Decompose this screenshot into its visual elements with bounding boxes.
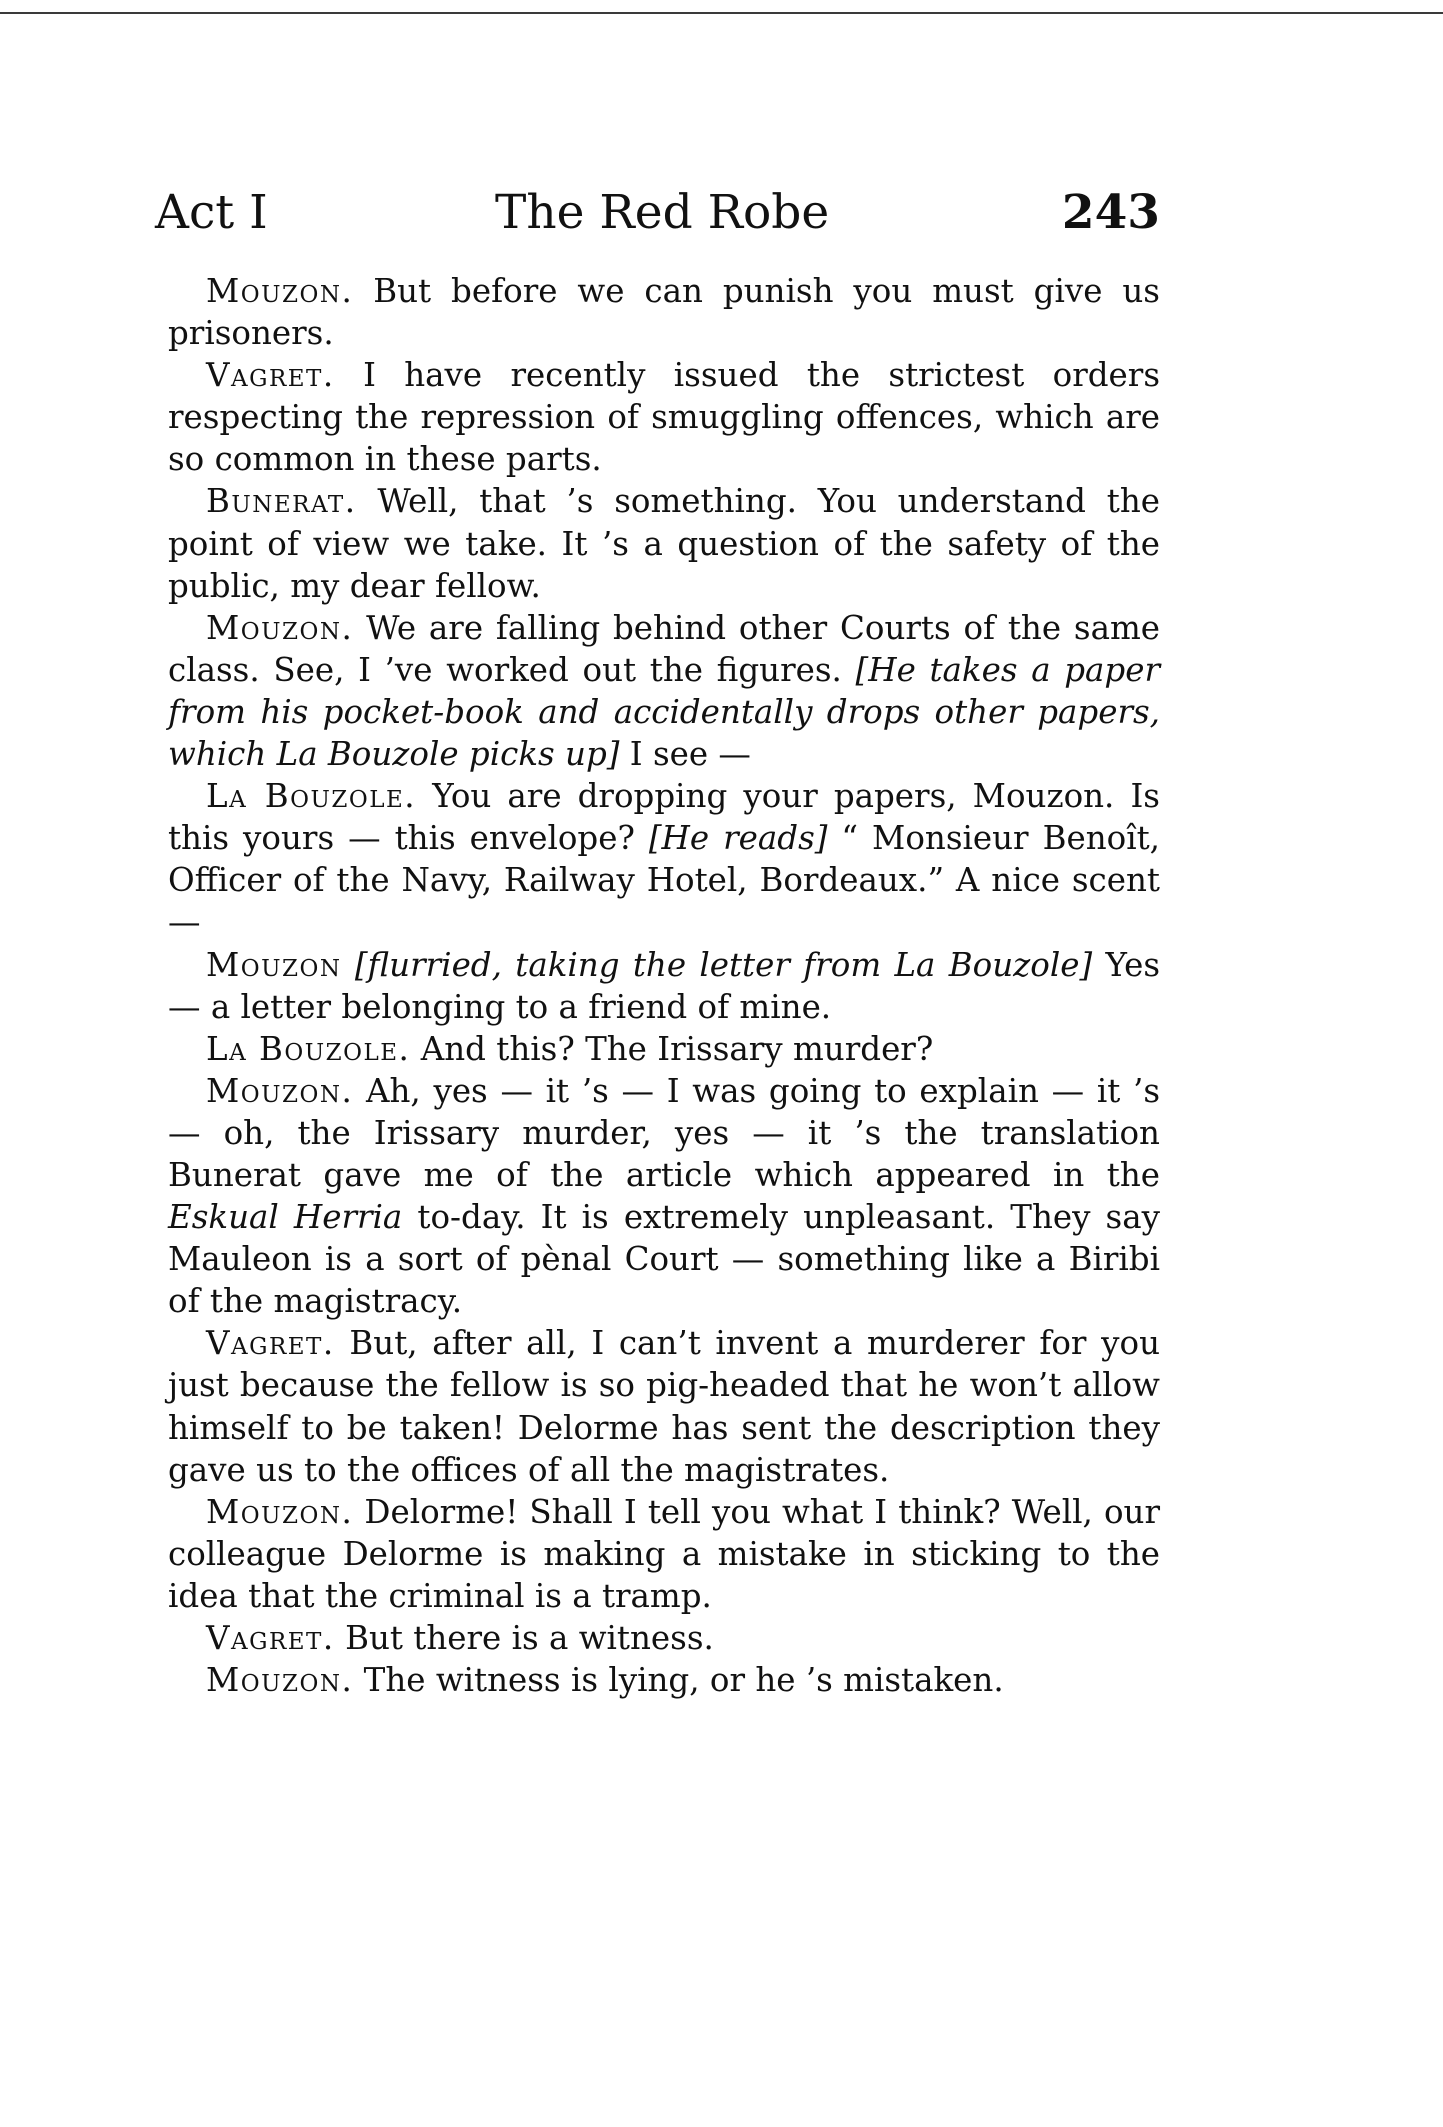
dialogue-text: “ Monsieur Benoît, Officer of the Navy, Railway Hotel, Bordeaux.” A nice scent — — [168, 819, 1160, 942]
dialogue-text: Yes — a letter belonging to a friend of mine. — [168, 945, 1160, 1026]
dialogue-paragraph — [168, 607, 1160, 775]
dialogue-paragraph — [168, 1617, 1160, 1659]
speaker-name: Bunerat. — [206, 482, 357, 521]
speaker-name: Mouzon — [206, 945, 342, 984]
speaker-name: La Bouzole. — [206, 777, 417, 816]
dialogue-text: You are dropping your papers, Mouzon. Is this yours — this envelope? — [168, 777, 1160, 858]
dialogue-paragraph — [168, 270, 1160, 354]
dialogue-text: But, after all, I can’t invent a murderer for you just because the fellow is so pig-headed that he won’t allow himself to be taken! Delorme has sent the description they gave us to the offices of all the magistrates. — [168, 1324, 1160, 1489]
dialogue-paragraph — [168, 775, 1160, 943]
dialogue-text — [341, 946, 354, 984]
dialogue-text: And this? The Irissary murder? — [410, 1029, 934, 1068]
dialogue-text: Ah, yes — it ’s — I was going to explain — it ’s — oh, the Irissary murder, yes — it ’s the translation Bunerat gave me of the article which appeared in the — [168, 1071, 1160, 1194]
page-top-edge — [0, 12, 1443, 14]
running-header — [155, 178, 1160, 248]
dialogue-text: We are falling behind other Courts of the same class. See, I ’ve worked out the figures. — [168, 608, 1160, 689]
dialogue-paragraph — [168, 1659, 1160, 1701]
dialogue-text: to-day. It is extremely unpleasant. They say Mauleon is a sort of pènal Court — something like a Biribi of the magistracy. — [168, 1198, 1160, 1321]
dialogue-paragraph — [168, 1322, 1160, 1490]
dialogue-text: I see — — [619, 735, 751, 774]
speaker-name: La Bouzole. — [206, 1029, 411, 1068]
dialogue-paragraph — [168, 1491, 1160, 1617]
dialogue-paragraph — [168, 1070, 1160, 1323]
speaker-name: Mouzon. — [206, 1492, 354, 1531]
speaker-name: Mouzon. — [206, 1071, 354, 1110]
newspaper-title: Eskual Herria — [168, 1198, 403, 1237]
dialogue-paragraph — [168, 480, 1160, 606]
dialogue-paragraph — [168, 1028, 1160, 1070]
speaker-name: Vagret. — [206, 1619, 335, 1657]
speaker-name: Mouzon. — [206, 608, 354, 647]
speaker-name: Vagret. — [206, 1324, 335, 1363]
stage-direction: [flurried, taking the letter from La Bouzole] — [354, 945, 1093, 984]
dialogue-text: Well, that ’s something. You understand the point of view we take. It ’s a question of the safety of the public, my dear fellow. — [168, 482, 1160, 605]
dialogue-text: The witness is lying, or he ’s mistaken. — [353, 1661, 1004, 1700]
stage-direction: [He takes a paper from his pocket-book and accidentally drops other papers, which La Bouzole picks up] — [168, 650, 1161, 774]
dialogue-paragraph — [168, 944, 1160, 1028]
book-title: The Red Robe — [495, 185, 830, 240]
play-text — [168, 270, 1160, 1701]
dialogue-text: But before we can punish you must give us prisoners. — [168, 272, 1160, 353]
dialogue-text: Delorme! Shall I tell you what I think? Well, our colleague Delorme is making a mistake in sticking to the idea that the criminal is a tramp. — [168, 1492, 1160, 1615]
speaker-name: Mouzon. — [206, 272, 354, 310]
dialogue-paragraph — [168, 354, 1160, 480]
dialogue-text: I have recently issued the strictest orders respecting the repression of smuggling offences, which are so common in these parts. — [168, 356, 1160, 479]
dialogue-text: But there is a witness. — [334, 1619, 714, 1657]
speaker-name: Vagret. — [206, 356, 335, 395]
speaker-name: Mouzon. — [206, 1661, 354, 1700]
act-label: Act I — [155, 185, 268, 240]
page-number: 243 — [1061, 185, 1160, 240]
stage-direction: [He reads] — [648, 819, 828, 858]
